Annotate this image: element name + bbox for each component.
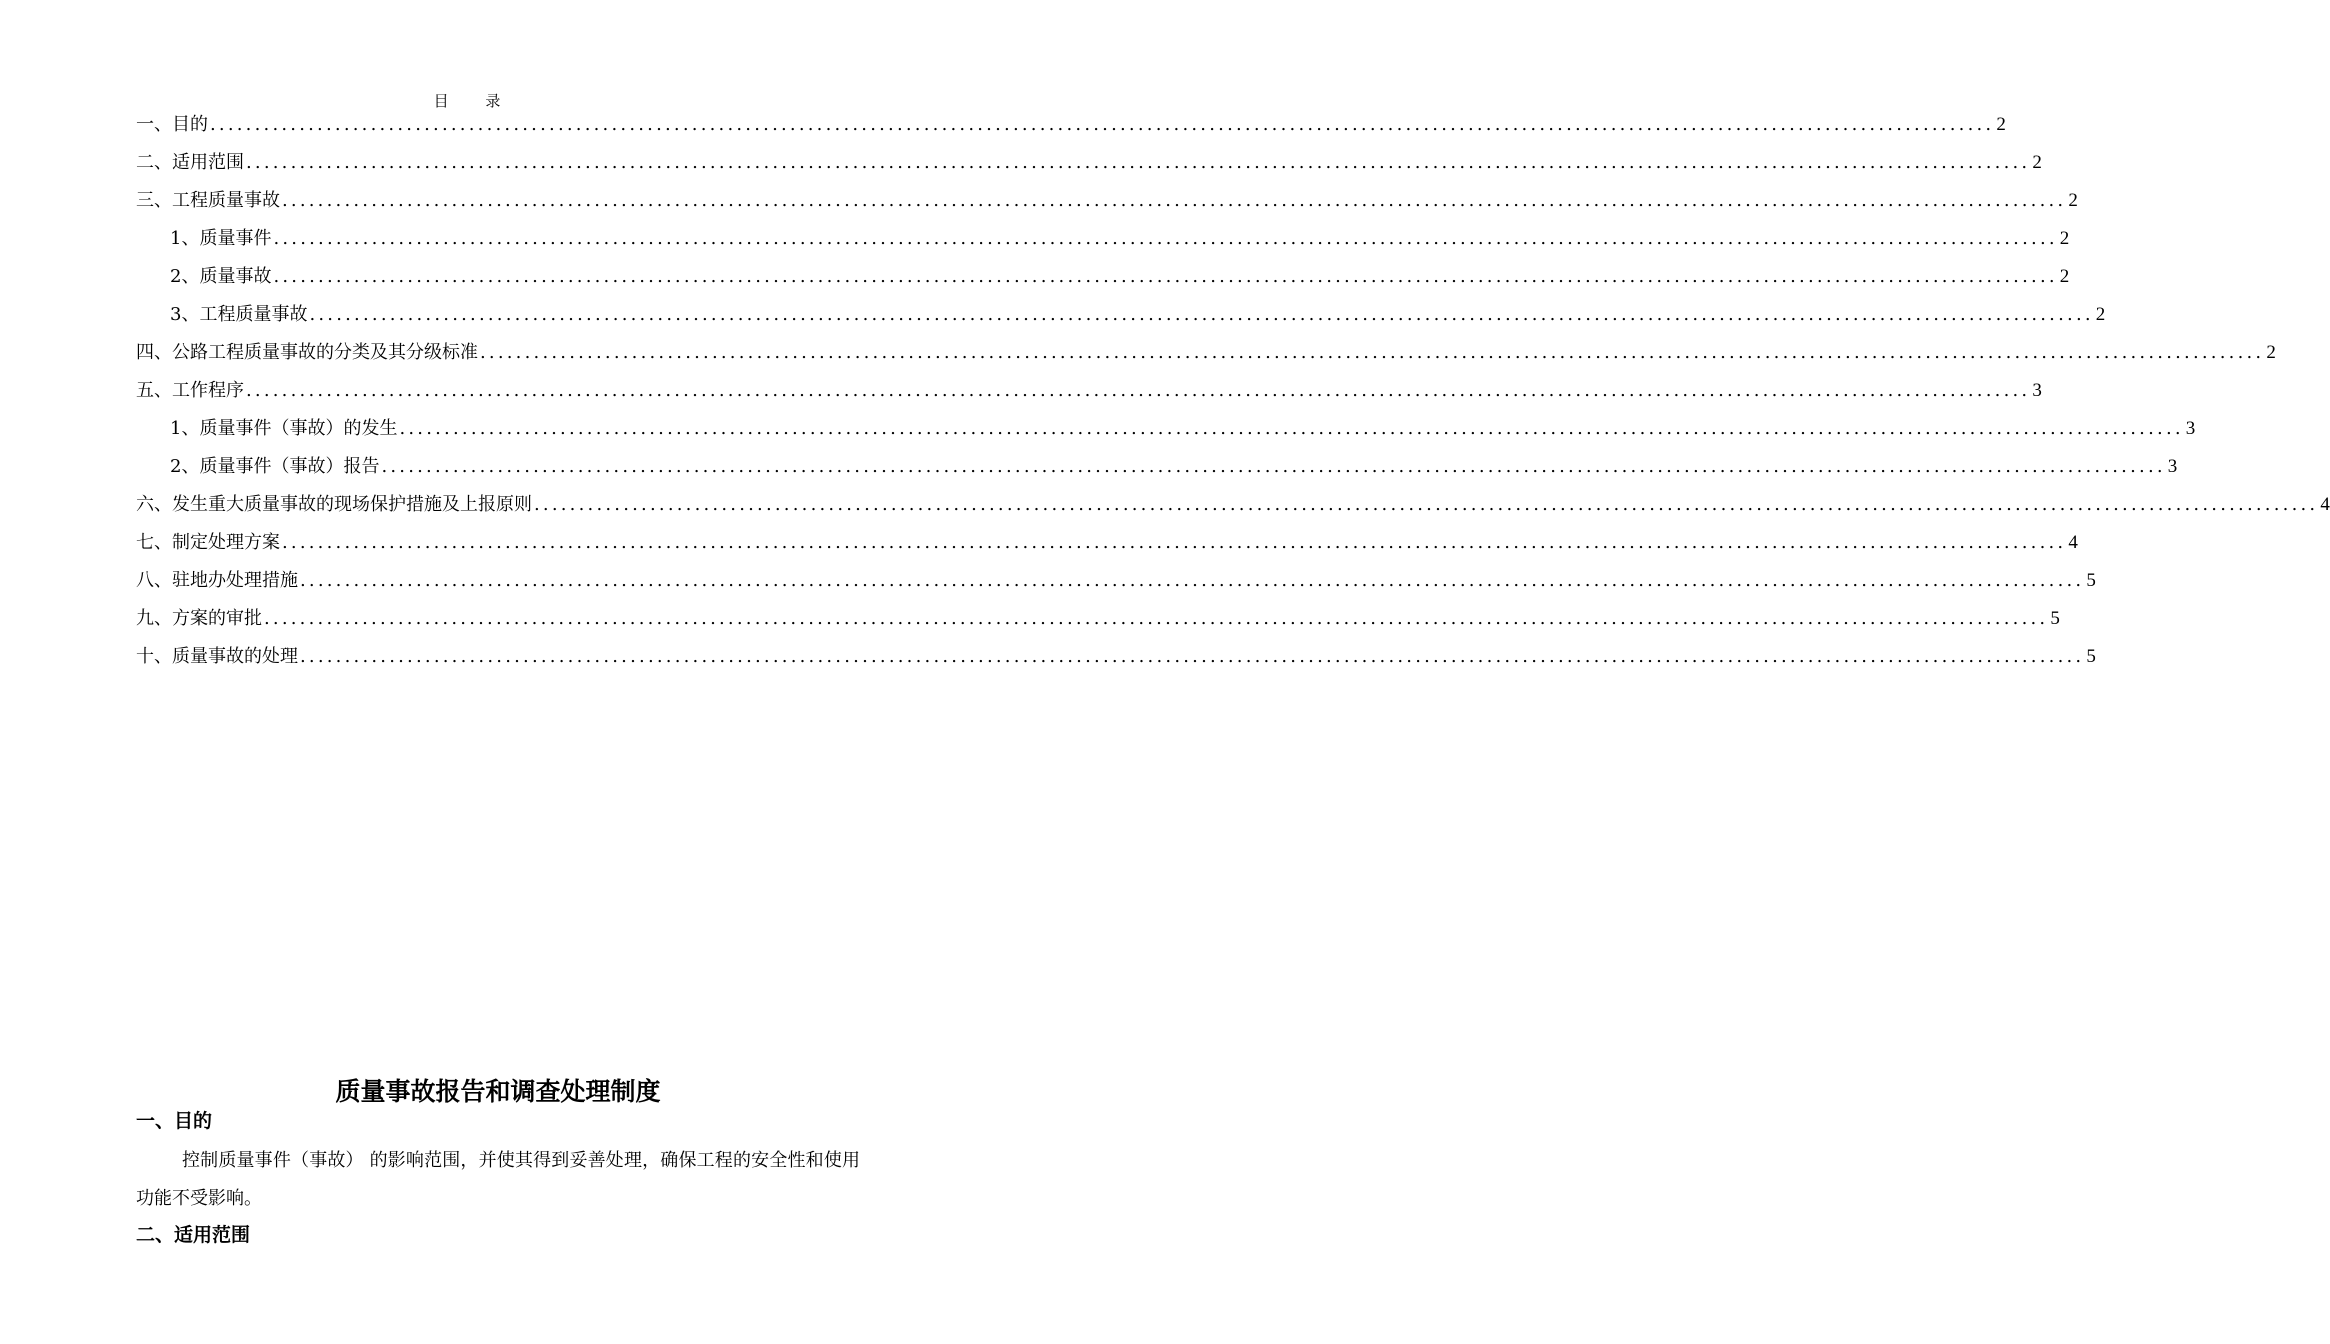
toc-entry[interactable] [136, 638, 2096, 676]
toc-leader-dots: ........................................................................................................................................................................................................ [300, 570, 2085, 591]
toc-entry[interactable] [136, 524, 2078, 562]
toc-page-number: 4 [2068, 532, 2078, 553]
toc-entry[interactable] [136, 448, 2178, 486]
toc-leader-dots: ........................................................................................................................................................................................................ [246, 380, 2031, 401]
toc-entry[interactable] [136, 410, 2196, 448]
toc-entry-text: 2、质量事故 [170, 266, 272, 287]
toc-page-number: 5 [2086, 646, 2096, 667]
toc-leader-dots: ........................................................................................................................................................................................................ [534, 494, 2319, 515]
toc-page-number: 3 [2032, 380, 2042, 401]
toc-entry[interactable] [136, 296, 2106, 334]
toc-entry-text: 三、工程质量事故 [136, 190, 280, 211]
toc-entry[interactable] [136, 486, 2330, 524]
toc-page-number: 2 [2095, 304, 2106, 325]
toc-entry-text: 3、工程质量事故 [170, 304, 308, 325]
toc-entry-text: 四、公路工程质量事故的分类及其分级标准 [136, 342, 478, 363]
toc-entry[interactable] [136, 258, 2070, 296]
toc-leader-dots: ........................................................................................................................................................................................................ [210, 114, 1995, 135]
toc-entry-text: 1、质量事件 [170, 228, 272, 249]
toc-title: 目 录 [433, 92, 517, 110]
toc-entry-text: 1、质量事件（事故）的发生 [170, 418, 398, 439]
toc-leader-dots: ........................................................................................................................................................................................................ [246, 152, 2031, 173]
toc-leader-dots: ........................................................................................................................................................................................................ [273, 266, 2058, 287]
toc-leader-dots: ........................................................................................................................................................................................................ [264, 608, 2049, 629]
toc-page-number: 2 [1996, 114, 2006, 135]
toc-entry-text: 2、质量事件（事故）报告 [170, 456, 380, 477]
toc-entry[interactable] [136, 562, 2096, 600]
toc-entry-text: 七、制定处理方案 [136, 532, 280, 553]
toc-entry[interactable] [136, 144, 2042, 182]
toc-leader-dots: ........................................................................................................................................................................................................ [282, 532, 2067, 553]
section-paragraph-purpose: 控制质量事件（事故） 的影响范围，并使其得到妥善处理，确保工程的安全性和使用功能不受影响。 [136, 1150, 860, 1209]
toc-entry-text: 一、目的 [136, 114, 208, 135]
toc-entry[interactable] [136, 106, 2006, 144]
toc-leader-dots: ........................................................................................................................................................................................................ [381, 456, 2166, 477]
document-title: 质量事故报告和调查处理制度 [335, 1077, 661, 1106]
toc-page-number: 2 [2059, 228, 2070, 249]
toc-page-number: 2 [2068, 190, 2078, 211]
toc-page-number: 2 [2032, 152, 2042, 173]
toc-entry[interactable] [136, 600, 2060, 638]
toc-entry-text: 九、方案的审批 [136, 608, 262, 629]
toc-entry-text: 六、发生重大质量事故的现场保护措施及上报原则 [136, 494, 532, 515]
toc-leader-dots: ........................................................................................................................................................................................................ [399, 418, 2184, 439]
toc-entry[interactable] [136, 372, 2042, 410]
toc-entry[interactable] [136, 182, 2078, 220]
toc-entry-text: 二、适用范围 [136, 152, 244, 173]
toc-entry[interactable] [136, 220, 2070, 258]
section-heading-scope: 二、适用范围 [136, 1224, 251, 1246]
toc-page-number: 3 [2167, 456, 2178, 477]
toc-entry-text: 八、驻地办处理措施 [136, 570, 298, 591]
toc-leader-dots: ........................................................................................................................................................................................................ [309, 304, 2094, 325]
toc-page-number: 4 [2320, 494, 2330, 515]
table-of-contents [136, 106, 2330, 676]
toc-page-number: 2 [2059, 266, 2070, 287]
section-heading-purpose: 一、目的 [136, 1110, 213, 1132]
toc-leader-dots: ........................................................................................................................................................................................................ [480, 342, 2265, 363]
toc-page-number: 2 [2266, 342, 2276, 363]
toc-entry-text: 十、质量事故的处理 [136, 646, 298, 667]
toc-page-number: 5 [2086, 570, 2096, 591]
toc-entry[interactable] [136, 334, 2276, 372]
toc-leader-dots: ........................................................................................................................................................................................................ [273, 228, 2058, 249]
toc-leader-dots: ........................................................................................................................................................................................................ [282, 190, 2067, 211]
toc-entry-text: 五、工作程序 [136, 380, 244, 401]
toc-leader-dots: ........................................................................................................................................................................................................ [300, 646, 2085, 667]
toc-page-number: 3 [2185, 418, 2196, 439]
toc-page-number: 5 [2050, 608, 2060, 629]
